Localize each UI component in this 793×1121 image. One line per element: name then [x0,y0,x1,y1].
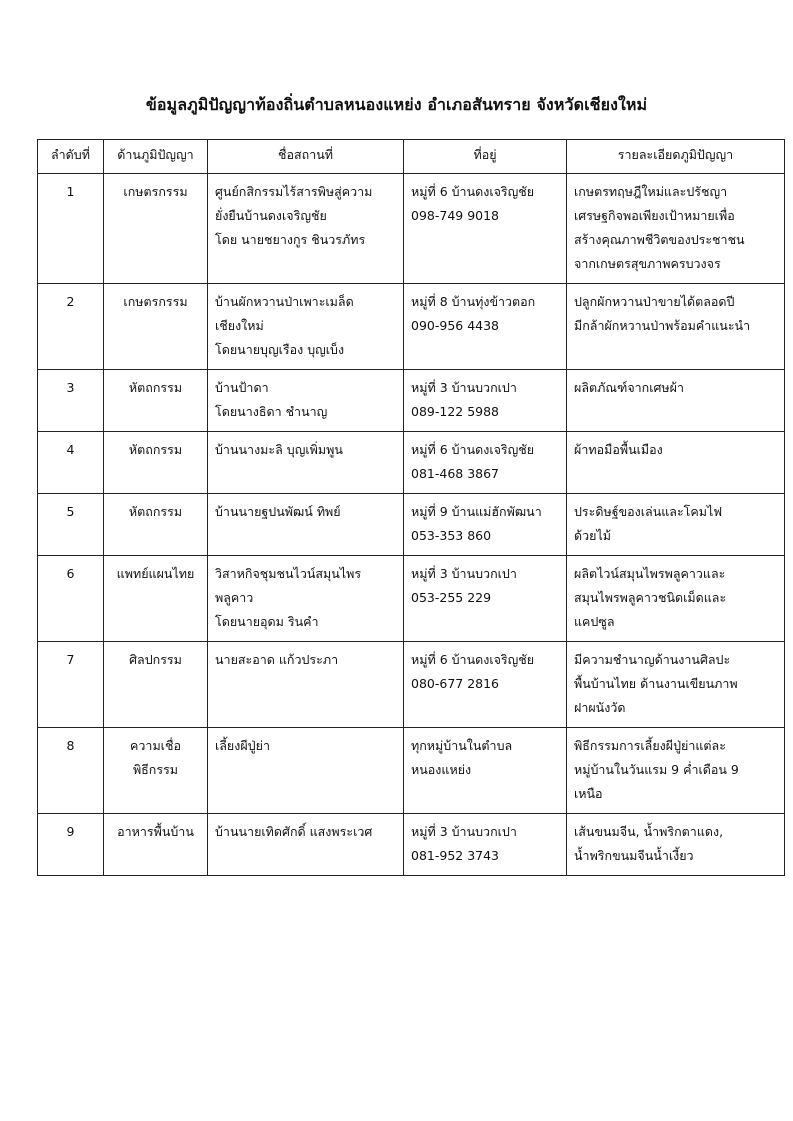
place-name-cell-line: บ้านนายเทิดศักดิ์ แสงพระเวศ [215,824,373,839]
address-cell [404,432,567,494]
place-name-cell-line: วิสาหกิจชุมชนไวน์สมุนไพร [215,566,362,581]
address-cell-line: หนองแหย่ง [411,762,472,777]
place-name-cell [208,556,404,642]
wisdom-field-cell [104,370,208,432]
address-cell-line: หมู่ที่ 6 บ้านดงเจริญชัย [411,184,535,199]
table-header-row [38,140,785,174]
wisdom-detail-cell [567,642,785,728]
wisdom-field-cell [104,814,208,876]
wisdom-detail-cell-line: ด้วยไม้ [574,528,611,543]
address-cell-line: 081-468 3867 [411,466,500,481]
wisdom-detail-cell [567,494,785,556]
row-number: 9 [38,814,104,876]
place-name-cell [208,814,404,876]
wisdom-detail-cell-line: ผลิตไวน์สมุนไพรพลูคาวและ [574,566,726,581]
address-cell-line: 081-952 3743 [411,848,500,863]
wisdom-detail-cell [567,728,785,814]
wisdom-field-cell-line: ความเชื่อ [130,738,181,753]
wisdom-detail-cell-line: น้ำพริกขนมจีนน้ำเงี้ยว [574,848,694,863]
wisdom-detail-cell-line: จากเกษตรสุขภาพครบวงจร [574,256,721,271]
address-cell-line: หมู่ที่ 8 บ้านทุ่งข้าวตอก [411,294,536,309]
wisdom-detail-cell-line: ฝาผนังวัด [574,700,626,715]
address-cell-line: หมู่ที่ 9 บ้านแม่ฮักพัฒนา [411,504,542,519]
address-cell-line: 080-677 2816 [411,676,500,691]
place-name-cell-line: พลูคาว [215,590,254,605]
wisdom-detail-cell [567,556,785,642]
wisdom-field-cell [104,494,208,556]
wisdom-field-cell-line: พิธีกรรม [132,762,179,777]
table-body [38,174,785,876]
address-cell [404,728,567,814]
table-row [38,432,785,494]
table-row [38,174,785,284]
wisdom-field-cell [104,432,208,494]
table-row [38,494,785,556]
column-header-address: ที่อยู่ [404,140,567,174]
wisdom-detail-cell [567,432,785,494]
address-cell-line: ทุกหมู่บ้านในตำบล [411,738,513,753]
place-name-cell-line: โดยนายอุดม รินคำ [215,614,319,629]
place-name-cell [208,728,404,814]
wisdom-detail-cell-line: สร้างคุณภาพชีวิตของประชาชน [574,232,745,247]
local-wisdom-table [37,139,785,876]
address-cell [404,174,567,284]
row-number: 7 [38,642,104,728]
address-cell-line: 089-122 5988 [411,404,500,419]
wisdom-detail-cell-line: พิธีกรรมการเลี้ยงผีปู่ย่าแต่ละ [574,738,726,753]
place-name-cell [208,642,404,728]
wisdom-detail-cell-line: ผ้าทอมือพื้นเมือง [574,442,663,457]
address-cell-line: หมู่ที่ 6 บ้านดงเจริญชัย [411,652,535,667]
place-name-cell-line: ยั่งยืนบ้านดงเจริญชัย [215,208,327,223]
table-row [38,556,785,642]
address-cell [404,494,567,556]
row-number: 6 [38,556,104,642]
address-cell-line: 053-353 860 [411,528,492,543]
wisdom-detail-cell [567,814,785,876]
column-header-field: ด้านภูมิปัญญา [104,140,208,174]
row-number: 1 [38,174,104,284]
row-number: 5 [38,494,104,556]
place-name-cell [208,284,404,370]
wisdom-detail-cell-line: ผลิตภัณฑ์จากเศษผ้า [574,380,685,395]
place-name-cell-line: บ้านนางมะลิ บุญเพิ่มพูน [215,442,343,457]
wisdom-field-cell-line: แพทย์แผนไทย [116,566,195,581]
place-name-cell-line: เลี้ยงผีปู่ย่า [215,738,270,753]
page-title: ข้อมูลภูมิปัญญาท้องถิ่นตำบลหนองแหย่ง อำเภอสันทราย จังหวัดเชียงใหม่ [145,95,648,114]
address-cell [404,284,567,370]
wisdom-detail-cell-line: หมู่บ้านในวันแรม 9 ค่ำเดือน 9 [574,762,739,777]
row-number: 8 [38,728,104,814]
wisdom-field-cell [104,284,208,370]
wisdom-detail-cell-line: ประดิษฐ์ของเล่นและโคมไฟ [574,504,723,519]
place-name-cell [208,494,404,556]
wisdom-detail-cell-line: เศรษฐกิจพอเพียงเป้าหมายเพื่อ [574,208,735,223]
address-cell [404,370,567,432]
address-cell-line: 053-255 229 [411,590,492,605]
address-cell-line: หมู่ที่ 3 บ้านบวกเปา [411,380,517,395]
place-name-cell-line: โดยนางธิดา ชำนาญ [215,404,328,419]
address-cell-line: หมู่ที่ 6 บ้านดงเจริญชัย [411,442,535,457]
wisdom-detail-cell-line: พื้นบ้านไทย ด้านงานเขียนภาพ [574,676,738,691]
address-cell-line: หมู่ที่ 3 บ้านบวกเปา [411,824,517,839]
wisdom-field-cell-line: หัตถกรรม [128,504,183,519]
place-name-cell [208,370,404,432]
wisdom-field-cell-line: ศิลปกรรม [129,652,182,667]
wisdom-field-cell [104,642,208,728]
address-cell [404,642,567,728]
row-number: 4 [38,432,104,494]
wisdom-detail-cell-line: มีกล้าผักหวานป่าพร้อมคำแนะนำ [574,318,751,333]
address-cell-line: 090-956 4438 [411,318,500,333]
wisdom-field-cell-line: เกษตรกรรม [123,184,188,199]
place-name-cell-line: บ้านนายฐปนพัฒน์ ทิพย์ [215,504,341,519]
place-name-cell-line: นายสะอาด แก้วประภา [215,652,339,667]
column-header-detail: รายละเอียดภูมิปัญญา [567,140,785,174]
wisdom-field-cell [104,174,208,284]
address-cell [404,556,567,642]
table-row [38,814,785,876]
table-row [38,642,785,728]
column-header-no: ลำดับที่ [38,140,104,174]
table-row [38,728,785,814]
wisdom-detail-cell [567,370,785,432]
wisdom-detail-cell [567,284,785,370]
wisdom-field-cell-line: อาหารพื้นบ้าน [117,824,194,839]
table-row [38,284,785,370]
place-name-cell-line: บ้านป้าดา [215,380,269,395]
wisdom-field-cell-line: เกษตรกรรม [123,294,188,309]
wisdom-field-cell [104,556,208,642]
address-cell-line: 098-749 9018 [411,208,500,223]
place-name-cell-line: โดย นายชยางกูร ชินวรภัทร [215,232,366,247]
place-name-cell-line: โดยนายบุญเรือง บุญเบ็ง [215,342,345,357]
wisdom-detail-cell-line: เกษตรทฤษฎีใหม่และปรัชญา [574,184,728,199]
wisdom-detail-cell-line: ปลูกผักหวานป่าขายได้ตลอดปี [574,294,735,309]
place-name-cell-line: ศูนย์กสิกรรมไร้สารพิษสู่ความ [215,184,373,199]
wisdom-detail-cell [567,174,785,284]
address-cell-line: หมู่ที่ 3 บ้านบวกเปา [411,566,517,581]
address-cell [404,814,567,876]
table-row [38,370,785,432]
row-number: 3 [38,370,104,432]
wisdom-detail-cell-line: แคปซูล [574,614,615,629]
row-number: 2 [38,284,104,370]
place-name-cell [208,174,404,284]
wisdom-field-cell-line: หัตถกรรม [128,380,183,395]
wisdom-detail-cell-line: เหนือ [574,786,603,801]
wisdom-field-cell-line: หัตถกรรม [128,442,183,457]
place-name-cell [208,432,404,494]
column-header-name: ชื่อสถานที่ [208,140,404,174]
wisdom-detail-cell-line: มีความชำนาญด้านงานศิลปะ [574,652,731,667]
wisdom-detail-cell-line: สมุนไพรพลูคาวชนิดเม็ดและ [574,590,727,605]
place-name-cell-line: บ้านผักหวานป่าเพาะเมล็ด [215,294,354,309]
wisdom-detail-cell-line: เส้นขนมจีน, น้ำพริกตาแดง, [574,824,724,839]
place-name-cell-line: เชียงใหม่ [215,318,264,333]
wisdom-field-cell [104,728,208,814]
